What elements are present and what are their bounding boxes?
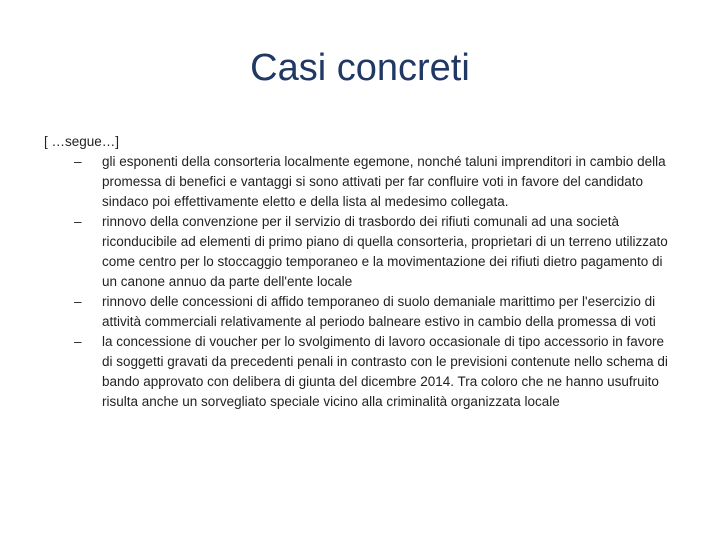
bullet-item <box>74 212 674 292</box>
bullet-dash: – <box>74 154 82 169</box>
bullet-text: gli esponenti della consorteria localmente egemone, nonché taluni imprenditori in cambio della promessa di benefici e vantaggi si sono attivati per far confluire voti in favore del candidato sindaco poi effettivamente eletto e della lista al medesimo collegata. <box>102 154 666 209</box>
bullet-list <box>74 152 674 412</box>
bullet-dash: – <box>74 294 82 309</box>
bullet-item <box>74 332 674 412</box>
slide-title: Casi concreti <box>250 47 470 89</box>
bullet-text: rinnovo della convenzione per il servizio di trasbordo dei rifiuti comunali ad una società riconducibile ad elementi di primo piano di quella consorteria, proprietari di un terreno utilizzato come centro per lo stoccaggio temporaneo e la movimentazione dei rifiuti dietro pagamento di un canone annuo da parte dell'ente locale <box>102 214 668 289</box>
bullet-text: rinnovo delle concessioni di affido temporaneo di suolo demaniale marittimo per l'esercizio di attività commerciali relativamente al periodo balneare estivo in cambio della promessa di voti <box>102 294 656 329</box>
intro-line: [ …segue…] <box>44 134 120 149</box>
bullet-item <box>74 152 674 212</box>
bullet-dash: – <box>74 334 82 349</box>
bullet-text: la concessione di voucher per lo svolgimento di lavoro occasionale di tipo accessorio in favore di soggetti gravati da precedenti penali in contrasto con le previsioni contenute nello schema di bando approvato con delibera di giunta del dicembre 2014. Tra coloro che ne hanno usufruito risulta anche un sorvegliato speciale vicino alla criminalità organizzata locale <box>102 334 668 409</box>
bullet-item <box>74 292 674 332</box>
bullet-dash: – <box>74 214 82 229</box>
